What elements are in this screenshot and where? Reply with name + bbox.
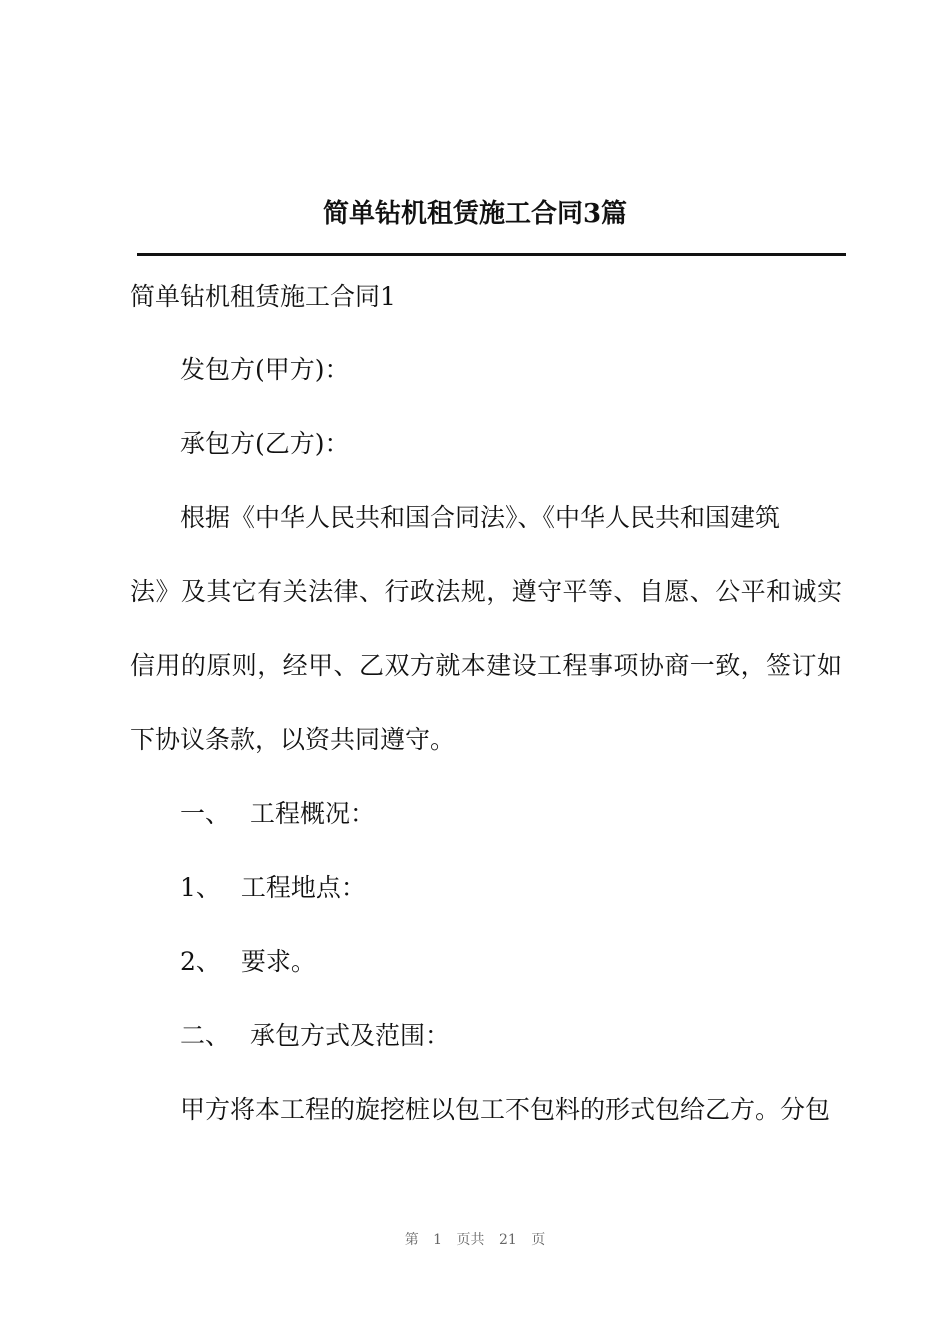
paragraph-line: 甲方将本工程的旋挖桩以包工不包料的形式包给乙方。分包	[180, 1095, 831, 1124]
party-a-line: 发包方(甲方)：	[180, 355, 350, 384]
list-item: 2、 要求。	[180, 947, 316, 976]
section-heading: 简单钻机租赁施工合同1	[130, 282, 396, 311]
paragraph-line: 法》及其它有关法律、行政法规，遵守平等、自愿、公平和诚实	[130, 577, 842, 606]
title-underline	[137, 253, 846, 256]
paragraph-line: 下协议条款，以资共同遵守。	[130, 725, 456, 754]
section-heading: 二、 承包方式及范围：	[180, 1021, 450, 1050]
page-number-footer: 第 1 页共 21 页	[404, 1232, 546, 1248]
section-heading: 一、 工程概况：	[180, 799, 375, 828]
paragraph-line: 信用的原则，经甲、乙双方就本建设工程事项协商一致，签订如	[130, 651, 842, 680]
list-item: 1、 工程地点：	[180, 873, 366, 902]
document-title: 简单钻机租赁施工合同3篇	[322, 199, 628, 229]
paragraph-line: 根据《中华人民共和国合同法》、《中华人民共和国建筑	[180, 503, 781, 532]
party-b-line: 承包方(乙方)：	[180, 429, 350, 458]
